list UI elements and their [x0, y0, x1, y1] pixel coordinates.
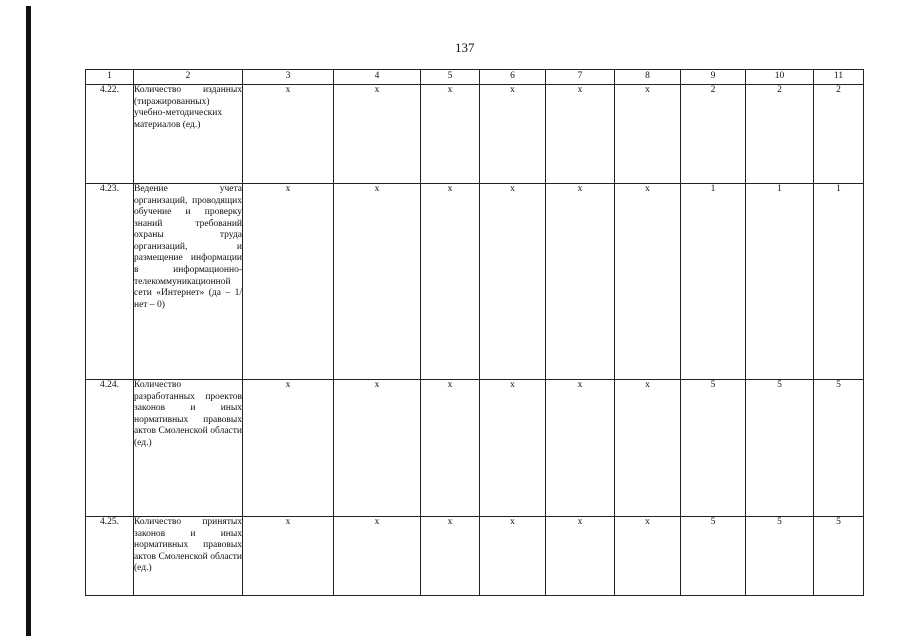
- header-row: [86, 70, 864, 85]
- header-cell: 4: [334, 70, 421, 85]
- row-number: 4.23.: [86, 184, 134, 380]
- header-cell: 7: [546, 70, 615, 85]
- value-cell: 5: [746, 517, 814, 596]
- table-row: [86, 380, 864, 517]
- row-number: 4.22.: [86, 85, 134, 184]
- value-cell: х: [546, 85, 615, 184]
- value-cell: х: [243, 517, 334, 596]
- value-cell: 2: [814, 85, 864, 184]
- header-cell: 9: [681, 70, 746, 85]
- value-cell: 2: [681, 85, 746, 184]
- value-cell: х: [334, 517, 421, 596]
- value-cell: х: [546, 517, 615, 596]
- page-number: 137: [455, 40, 475, 55]
- value-cell: х: [243, 85, 334, 184]
- header-cell: 6: [480, 70, 546, 85]
- binding-bar: [26, 6, 31, 636]
- value-cell: х: [546, 184, 615, 380]
- value-cell: х: [243, 380, 334, 517]
- value-cell: х: [615, 380, 681, 517]
- data-table: [85, 69, 864, 596]
- value-cell: х: [421, 85, 480, 184]
- value-cell: х: [421, 184, 480, 380]
- header-cell: 8: [615, 70, 681, 85]
- value-cell: х: [546, 380, 615, 517]
- table-row: [86, 517, 864, 596]
- value-cell: 5: [814, 517, 864, 596]
- header-cell: 2: [134, 70, 243, 85]
- value-cell: 1: [814, 184, 864, 380]
- value-cell: 5: [814, 380, 864, 517]
- value-cell: х: [334, 184, 421, 380]
- header-cell: 5: [421, 70, 480, 85]
- value-cell: х: [615, 184, 681, 380]
- value-cell: 5: [681, 517, 746, 596]
- row-description: Ведение учета организаций, проводящих обучение и проверку знаний требований охраны труда организаций, и размещение информации в информационно-телекоммуникационной сети «Интернет» (да – 1/ нет – 0): [134, 184, 243, 380]
- value-cell: х: [480, 517, 546, 596]
- value-cell: х: [243, 184, 334, 380]
- value-cell: х: [480, 85, 546, 184]
- table-row: [86, 85, 864, 184]
- header-cell: 10: [746, 70, 814, 85]
- value-cell: х: [421, 380, 480, 517]
- header-cell: 3: [243, 70, 334, 85]
- value-cell: 5: [681, 380, 746, 517]
- header-cell: 11: [814, 70, 864, 85]
- value-cell: 5: [746, 380, 814, 517]
- value-cell: 1: [746, 184, 814, 380]
- row-number: 4.24.: [86, 380, 134, 517]
- row-description: Количество принятых законов и иных нормативных правовых актов Смоленской области (ед.): [134, 517, 243, 596]
- value-cell: х: [615, 85, 681, 184]
- header-cell: 1: [86, 70, 134, 85]
- value-cell: х: [615, 517, 681, 596]
- value-cell: х: [421, 517, 480, 596]
- row-number: 4.25.: [86, 517, 134, 596]
- table-row: [86, 184, 864, 380]
- value-cell: х: [334, 380, 421, 517]
- row-description: Количество разработанных проектов законов и иных нормативных правовых актов Смоленской области (ед.): [134, 380, 243, 517]
- value-cell: х: [480, 184, 546, 380]
- value-cell: х: [480, 380, 546, 517]
- value-cell: 1: [681, 184, 746, 380]
- value-cell: х: [334, 85, 421, 184]
- row-description: Количество изданных (тиражированных) учебно-методических материалов (ед.): [134, 85, 243, 184]
- value-cell: 2: [746, 85, 814, 184]
